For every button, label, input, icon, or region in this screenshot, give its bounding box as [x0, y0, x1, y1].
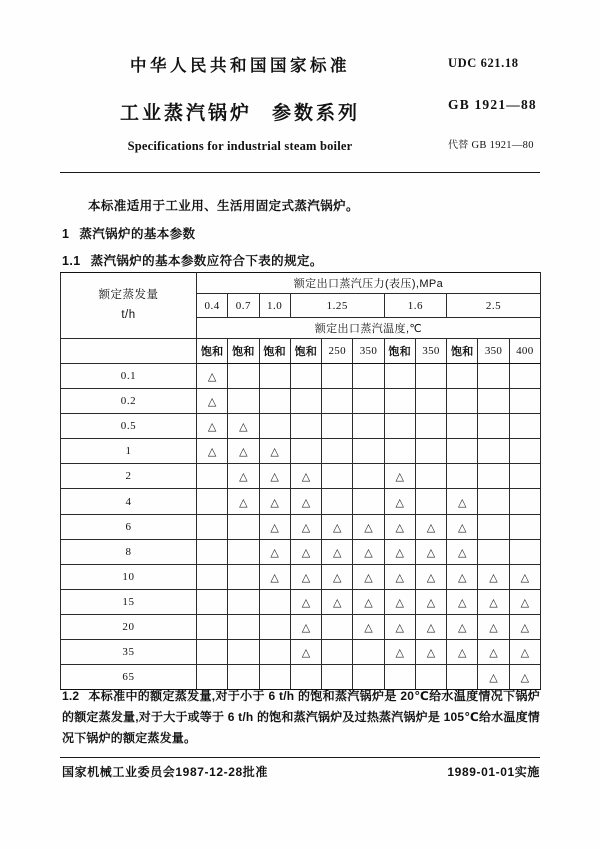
triangle-marker-icon: △ — [458, 545, 467, 559]
table-row — [61, 464, 541, 489]
cell-empty — [228, 614, 259, 639]
triangle-marker-icon: △ — [458, 495, 467, 509]
section-1-number: 1 — [62, 227, 70, 241]
triangle-marker-icon: △ — [426, 570, 436, 584]
cell-marked — [322, 539, 353, 564]
section-1-1-heading — [62, 251, 323, 269]
triangle-marker-icon: △ — [458, 520, 467, 534]
cell-empty — [322, 414, 353, 439]
cell-empty — [197, 489, 228, 514]
pressure-value-cell-3: 1.25 — [290, 294, 384, 318]
footer-divider — [60, 757, 540, 758]
section-1-1-number: 1.1 — [62, 254, 81, 268]
row-label-cell: 6 — [61, 514, 197, 539]
cell-marked — [509, 640, 540, 665]
cell-empty — [384, 439, 415, 464]
replaces-note — [448, 136, 598, 151]
parameters-table — [60, 272, 541, 690]
cell-empty — [228, 514, 259, 539]
row-label-cell: 10 — [61, 564, 197, 589]
table-head — [61, 273, 541, 364]
cell-empty — [509, 514, 540, 539]
cell-empty — [197, 614, 228, 639]
cell-empty — [478, 514, 509, 539]
cell-empty — [447, 414, 478, 439]
note-number: 1.2 — [62, 689, 80, 703]
table-head-row-temperature-values — [61, 339, 541, 364]
cell-empty — [415, 464, 446, 489]
cell-marked — [259, 514, 290, 539]
triangle-marker-icon: △ — [395, 545, 404, 559]
cell-empty — [197, 464, 228, 489]
cell-marked — [447, 564, 478, 589]
triangle-marker-icon: △ — [301, 495, 311, 509]
row-label-cell: 65 — [61, 665, 197, 690]
triangle-marker-icon: △ — [458, 646, 467, 660]
header-left-block — [60, 52, 420, 154]
pressure-value-cell-0: 0.4 — [197, 294, 228, 318]
cell-empty — [322, 640, 353, 665]
triangle-marker-icon: △ — [520, 620, 530, 634]
cell-marked — [353, 589, 384, 614]
national-standard-line: 中华人民共和国国家标准 — [130, 57, 350, 75]
cell-empty — [509, 464, 540, 489]
cell-marked — [197, 389, 228, 414]
cell-empty — [228, 389, 259, 414]
cell-empty — [509, 364, 540, 389]
triangle-marker-icon: △ — [395, 620, 404, 634]
cell-marked — [322, 589, 353, 614]
triangle-marker-icon: △ — [458, 620, 467, 634]
table-row — [61, 589, 541, 614]
cell-empty — [197, 640, 228, 665]
cell-empty — [509, 389, 540, 414]
cell-marked — [290, 539, 321, 564]
cell-empty — [353, 414, 384, 439]
cell-empty — [353, 489, 384, 514]
pressure-value-cell-1: 0.7 — [228, 294, 259, 318]
cell-empty — [228, 364, 259, 389]
title-part-1: 工业蒸汽锅炉 — [119, 103, 252, 124]
cell-empty — [509, 489, 540, 514]
row-header-cell — [61, 273, 197, 339]
cell-empty — [478, 389, 509, 414]
cell-empty — [197, 514, 228, 539]
cell-empty — [384, 389, 415, 414]
english-title: Specifications for industrial steam boiler — [127, 139, 353, 153]
table-body — [61, 364, 541, 690]
cell-marked — [322, 514, 353, 539]
cell-marked — [415, 640, 446, 665]
cell-marked — [259, 539, 290, 564]
temperature-band-header: 额定出口蒸汽温度,℃ — [197, 318, 541, 339]
triangle-marker-icon: △ — [207, 370, 217, 384]
cell-marked — [197, 364, 228, 389]
cell-empty — [290, 414, 321, 439]
triangle-marker-icon: △ — [301, 620, 311, 634]
cell-empty — [322, 364, 353, 389]
cell-marked — [290, 464, 321, 489]
temperature-value-cell-5: 350 — [353, 339, 384, 364]
cell-empty — [322, 489, 353, 514]
triangle-marker-icon: △ — [520, 570, 530, 584]
triangle-marker-icon: △ — [395, 646, 404, 660]
triangle-marker-icon: △ — [239, 495, 248, 509]
table-row — [61, 539, 541, 564]
triangle-marker-icon: △ — [426, 620, 436, 634]
table-head-row-pressure-band — [61, 273, 541, 294]
triangle-marker-icon: △ — [426, 595, 436, 609]
triangle-marker-icon: △ — [239, 420, 248, 434]
cell-empty — [478, 489, 509, 514]
cell-marked — [197, 414, 228, 439]
table-row — [61, 414, 541, 439]
triangle-marker-icon: △ — [364, 520, 373, 534]
header-right-block — [448, 56, 598, 151]
triangle-marker-icon: △ — [489, 671, 498, 685]
cell-marked — [415, 589, 446, 614]
cell-empty — [290, 439, 321, 464]
triangle-marker-icon: △ — [239, 445, 248, 459]
triangle-marker-icon: △ — [426, 520, 436, 534]
cell-marked — [384, 514, 415, 539]
pressure-band-header: 额定出口蒸汽压力(表压),MPa — [197, 273, 541, 294]
cell-empty — [478, 539, 509, 564]
row-label-cell: 20 — [61, 614, 197, 639]
triangle-marker-icon: △ — [332, 520, 342, 534]
page-title — [60, 98, 420, 125]
triangle-marker-icon: △ — [426, 646, 436, 660]
triangle-marker-icon: △ — [270, 495, 279, 509]
cell-empty — [259, 414, 290, 439]
cell-empty — [478, 364, 509, 389]
cell-empty — [228, 539, 259, 564]
cell-marked — [259, 564, 290, 589]
temperature-value-cell-9: 350 — [478, 339, 509, 364]
cell-empty — [259, 614, 290, 639]
row-label-cell: 1 — [61, 439, 197, 464]
cell-empty — [322, 389, 353, 414]
cell-marked — [509, 564, 540, 589]
cell-marked — [415, 514, 446, 539]
cell-empty — [228, 640, 259, 665]
triangle-marker-icon: △ — [520, 671, 530, 685]
triangle-marker-icon: △ — [395, 570, 404, 584]
table-row — [61, 640, 541, 665]
triangle-marker-icon: △ — [489, 620, 498, 634]
cell-marked — [290, 589, 321, 614]
row-header-spacer — [61, 339, 197, 364]
triangle-marker-icon: △ — [332, 570, 342, 584]
temperature-value-cell-7: 350 — [415, 339, 446, 364]
cell-empty — [259, 640, 290, 665]
row-label-cell: 2 — [61, 464, 197, 489]
cell-marked — [322, 564, 353, 589]
udc-code: UDC 621.18 — [448, 56, 519, 70]
temperature-value-cell-6: 饱和 — [384, 339, 415, 364]
cell-marked — [447, 539, 478, 564]
triangle-marker-icon: △ — [270, 520, 279, 534]
cell-marked — [259, 489, 290, 514]
table-row — [61, 564, 541, 589]
cell-empty — [259, 589, 290, 614]
triangle-marker-icon: △ — [520, 646, 530, 660]
row-label-cell: 15 — [61, 589, 197, 614]
cell-empty — [478, 464, 509, 489]
cell-marked — [353, 514, 384, 539]
triangle-marker-icon: △ — [207, 395, 217, 409]
replaces-value: GB 1921—80 — [471, 140, 534, 151]
triangle-marker-icon: △ — [489, 646, 498, 660]
table-row — [61, 389, 541, 414]
title-part-2: 参数系列 — [272, 103, 361, 124]
triangle-marker-icon: △ — [332, 595, 342, 609]
cell-empty — [447, 464, 478, 489]
cell-marked — [415, 539, 446, 564]
triangle-marker-icon: △ — [270, 445, 279, 459]
cell-empty — [197, 564, 228, 589]
triangle-marker-icon: △ — [301, 470, 311, 484]
triangle-marker-icon: △ — [364, 570, 373, 584]
cell-empty — [322, 439, 353, 464]
cell-marked — [259, 464, 290, 489]
cell-empty — [259, 389, 290, 414]
cell-marked — [384, 489, 415, 514]
cell-marked — [447, 589, 478, 614]
section-1-1-text: 蒸汽锅炉的基本参数应符合下表的规定。 — [90, 254, 323, 268]
scope-paragraph: 本标准适用于工业用、生活用固定式蒸汽锅炉。 — [88, 199, 359, 213]
cell-empty — [415, 439, 446, 464]
row-header-line-2: t/h — [121, 308, 136, 321]
triangle-marker-icon: △ — [301, 520, 311, 534]
footer-approval: 国家机械工业委员会1987-12-28批准 — [62, 765, 268, 779]
cell-empty — [415, 489, 446, 514]
cell-empty — [447, 439, 478, 464]
cell-empty — [415, 414, 446, 439]
cell-empty — [415, 364, 446, 389]
section-1-heading — [62, 224, 195, 242]
cell-empty — [384, 414, 415, 439]
cell-empty — [259, 364, 290, 389]
cell-marked — [447, 514, 478, 539]
table-row — [61, 614, 541, 639]
triangle-marker-icon: △ — [395, 470, 404, 484]
table-row — [61, 514, 541, 539]
footer-effective-date: 1989-01-01实施 — [447, 765, 540, 779]
cell-marked — [384, 464, 415, 489]
cell-marked — [353, 614, 384, 639]
pressure-value-cell-4: 1.6 — [384, 294, 447, 318]
cell-empty — [322, 464, 353, 489]
cell-marked — [509, 614, 540, 639]
cell-empty — [353, 439, 384, 464]
cell-empty — [322, 614, 353, 639]
row-label-cell: 8 — [61, 539, 197, 564]
header-divider — [60, 172, 540, 173]
cell-empty — [290, 389, 321, 414]
row-label-cell: 4 — [61, 489, 197, 514]
cell-empty — [384, 364, 415, 389]
cell-marked — [384, 640, 415, 665]
row-header-line-1: 额定蒸发量 — [98, 288, 159, 301]
replaces-prefix: 代替 — [448, 140, 469, 151]
cell-marked — [447, 489, 478, 514]
section-1-title: 蒸汽锅炉的基本参数 — [79, 227, 196, 241]
cell-empty — [290, 364, 321, 389]
cell-marked — [228, 414, 259, 439]
cell-marked — [228, 464, 259, 489]
cell-marked — [384, 539, 415, 564]
triangle-marker-icon: △ — [364, 595, 373, 609]
row-label-cell: 0.1 — [61, 364, 197, 389]
note-1-2 — [62, 686, 540, 749]
cell-empty — [228, 589, 259, 614]
triangle-marker-icon: △ — [395, 495, 404, 509]
temperature-value-cell-4: 250 — [322, 339, 353, 364]
temperature-value-cell-2: 饱和 — [259, 339, 290, 364]
cell-marked — [197, 439, 228, 464]
cell-marked — [290, 640, 321, 665]
row-label-cell: 0.5 — [61, 414, 197, 439]
temperature-value-cell-8: 饱和 — [447, 339, 478, 364]
cell-marked — [509, 589, 540, 614]
cell-marked — [447, 614, 478, 639]
cell-empty — [415, 389, 446, 414]
temperature-value-cell-3: 饱和 — [290, 339, 321, 364]
triangle-marker-icon: △ — [270, 545, 279, 559]
temperature-value-cell-10: 400 — [509, 339, 540, 364]
triangle-marker-icon: △ — [332, 545, 342, 559]
cell-empty — [478, 439, 509, 464]
cell-marked — [228, 489, 259, 514]
cell-marked — [478, 589, 509, 614]
cell-marked — [290, 489, 321, 514]
table-row — [61, 364, 541, 389]
table-row — [61, 489, 541, 514]
cell-empty — [353, 464, 384, 489]
pressure-value-cell-5: 2.5 — [447, 294, 541, 318]
cell-marked — [228, 439, 259, 464]
cell-marked — [478, 564, 509, 589]
cell-marked — [384, 589, 415, 614]
triangle-marker-icon: △ — [395, 520, 404, 534]
triangle-marker-icon: △ — [458, 595, 467, 609]
row-label-cell: 0.2 — [61, 389, 197, 414]
cell-marked — [415, 614, 446, 639]
cell-empty — [447, 389, 478, 414]
cell-marked — [259, 439, 290, 464]
triangle-marker-icon: △ — [301, 545, 311, 559]
triangle-marker-icon: △ — [364, 545, 373, 559]
triangle-marker-icon: △ — [426, 545, 436, 559]
triangle-marker-icon: △ — [301, 646, 311, 660]
triangle-marker-icon: △ — [207, 420, 217, 434]
triangle-marker-icon: △ — [270, 570, 279, 584]
cell-empty — [447, 364, 478, 389]
cell-empty — [197, 589, 228, 614]
note-text: 本标准中的额定蒸发量,对于小于 6 t/h 的饱和蒸汽锅炉是 20℃给水温度情况下锅炉的额定蒸发量,对于大于或等于 6 t/h 的饱和蒸汽锅炉及过热蒸汽锅炉是 105℃给水温度情况下锅炉的额定蒸发量。 — [62, 689, 540, 745]
temperature-value-cell-1: 饱和 — [228, 339, 259, 364]
cell-empty — [509, 539, 540, 564]
cell-empty — [197, 539, 228, 564]
cell-empty — [353, 640, 384, 665]
temperature-value-cell-0: 饱和 — [197, 339, 228, 364]
cell-marked — [384, 614, 415, 639]
cell-marked — [415, 564, 446, 589]
triangle-marker-icon: △ — [458, 570, 467, 584]
triangle-marker-icon: △ — [520, 595, 530, 609]
triangle-marker-icon: △ — [395, 595, 404, 609]
row-label-cell: 35 — [61, 640, 197, 665]
triangle-marker-icon: △ — [489, 570, 498, 584]
cell-marked — [478, 640, 509, 665]
pressure-value-cell-2: 1.0 — [259, 294, 290, 318]
cell-marked — [290, 614, 321, 639]
cell-marked — [290, 514, 321, 539]
cell-marked — [353, 564, 384, 589]
table-row — [61, 439, 541, 464]
cell-empty — [353, 364, 384, 389]
cell-marked — [290, 564, 321, 589]
cell-empty — [228, 564, 259, 589]
triangle-marker-icon: △ — [301, 570, 311, 584]
triangle-marker-icon: △ — [239, 470, 248, 484]
cell-marked — [384, 564, 415, 589]
standard-number: GB 1921—88 — [448, 97, 537, 112]
cell-marked — [478, 614, 509, 639]
cell-empty — [509, 439, 540, 464]
triangle-marker-icon: △ — [207, 445, 217, 459]
triangle-marker-icon: △ — [270, 470, 279, 484]
cell-empty — [509, 414, 540, 439]
cell-empty — [478, 414, 509, 439]
cell-marked — [353, 539, 384, 564]
triangle-marker-icon: △ — [364, 620, 373, 634]
triangle-marker-icon: △ — [301, 595, 311, 609]
cell-empty — [353, 389, 384, 414]
cell-marked — [447, 640, 478, 665]
triangle-marker-icon: △ — [489, 595, 498, 609]
parameters-table-wrapper — [60, 272, 540, 690]
